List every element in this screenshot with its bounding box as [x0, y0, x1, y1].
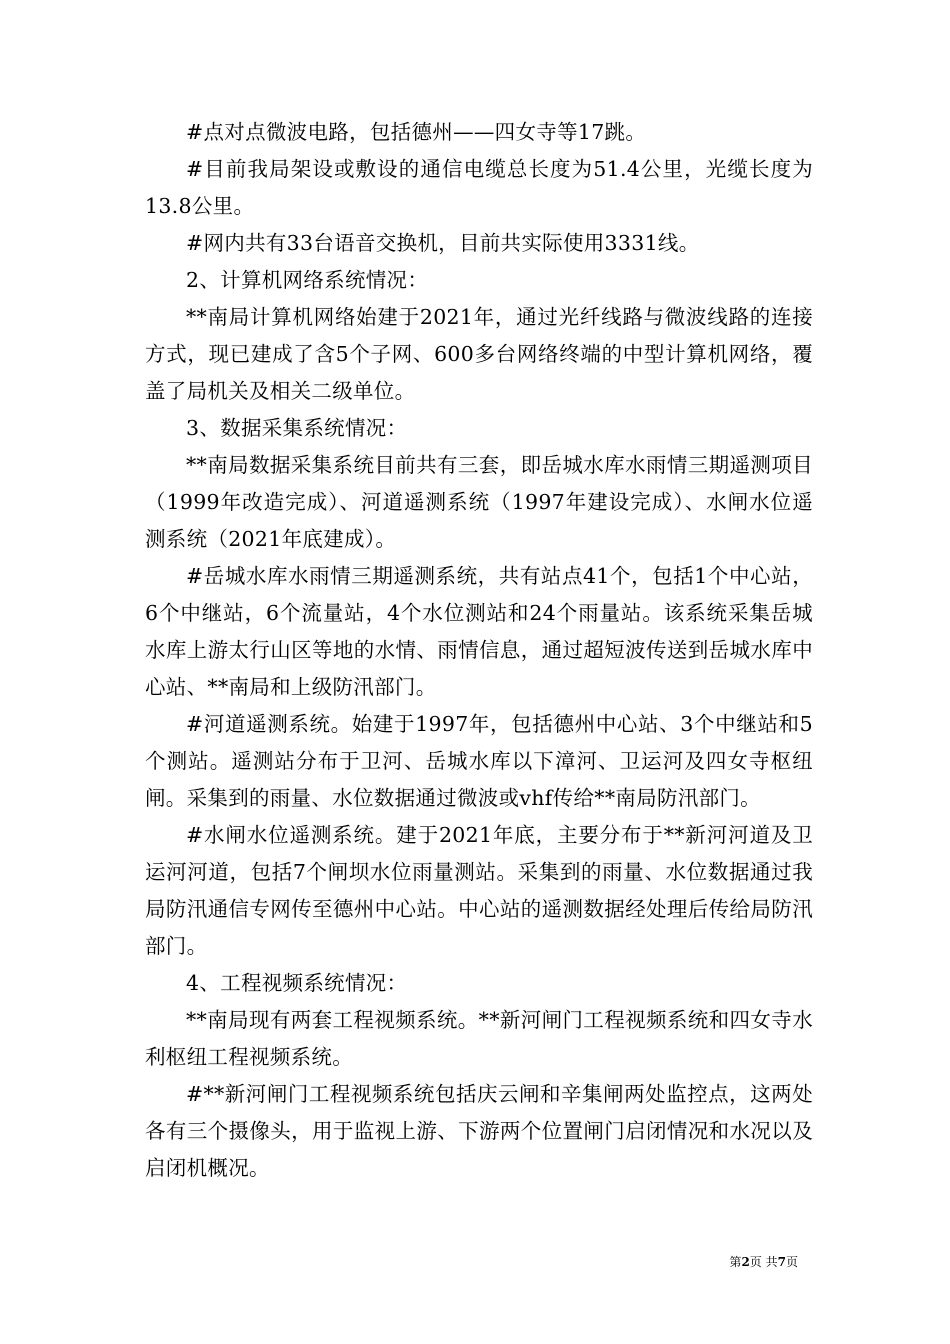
- footer-prefix: 第: [729, 1255, 742, 1269]
- paragraph-sluice-telemetry: #水闸水位遥测系统。建于2021年底，主要分布于**新河河道及卫运河河道，包括7个闸坝水位雨量测站。采集到的雨量、水位数据通过我局防汛通信专网传至德州中心站。中心站的遥测数据经处理后传给局防汛部门。: [145, 823, 813, 958]
- paragraph-yuecheng-telemetry: #岳城水库水雨情三期遥测系统，共有站点41个，包括1个中心站，6个中继站，6个流量站，4个水位测站和24个雨量站。该系统采集岳城水库上游太行山区等地的水情、雨情信息，通过超短波传送到岳城水库中心站、**南局和上级防汛部门。: [145, 564, 813, 699]
- paragraph-data-collection: **南局数据采集系统目前共有三套，即岳城水库水雨情三期遥测项目（1999年改造完成）、河道遥测系统（1997年建设完成）、水闸水位遥测系统（2021年底建成）。: [145, 453, 813, 551]
- heading-computer-network: 2、计算机网络系统情况：: [186, 268, 429, 292]
- footer-suffix: 页: [785, 1255, 798, 1269]
- footer-middle: 页 共: [749, 1255, 778, 1269]
- heading-video-system: 4、工程视频系统情况：: [186, 971, 408, 995]
- footer-total-pages: 7: [777, 1255, 786, 1269]
- paragraph-microwave-circuit: #点对点微波电路，包括德州——四女寺等17跳。: [186, 120, 647, 144]
- heading-data-collection: 3、数据采集系统情况：: [186, 416, 408, 440]
- paragraph-xinhe-video: #**新河闸门工程视频系统包括庆云闸和辛集闸两处监控点，这两处各有三个摄像头，用于监视上游、下游两个位置闸门启闭情况和水况以及启闭机概况。: [145, 1082, 813, 1180]
- paragraph-video-system: **南局现有两套工程视频系统。**新河闸门工程视频系统和四女寺水利枢纽工程视频系统。: [145, 1008, 813, 1069]
- paragraph-river-telemetry: #河道遥测系统。始建于1997年，包括德州中心站、3个中继站和5个测站。遥测站分布于卫河、岳城水库以下漳河、卫运河及四女寺枢纽闸。采集到的雨量、水位数据通过微波或vhf传给**南局防汛部门。: [145, 712, 813, 810]
- footer-current-page: 2: [741, 1255, 750, 1269]
- page-number-footer: [729, 1253, 798, 1270]
- paragraph-computer-network: **南局计算机网络始建于2021年，通过光纤线路与微波线路的连接方式，现已建成了含5个子网、600多台网络终端的中型计算机网络，覆盖了局机关及相关二级单位。: [145, 305, 813, 403]
- document-body: [145, 114, 813, 1187]
- paragraph-cable-length: #目前我局架设或敷设的通信电缆总长度为51.4公里，光缆长度为13.8公里。: [145, 157, 813, 218]
- paragraph-voice-switches: #网内共有33台语音交换机，目前共实际使用3331线。: [186, 231, 700, 255]
